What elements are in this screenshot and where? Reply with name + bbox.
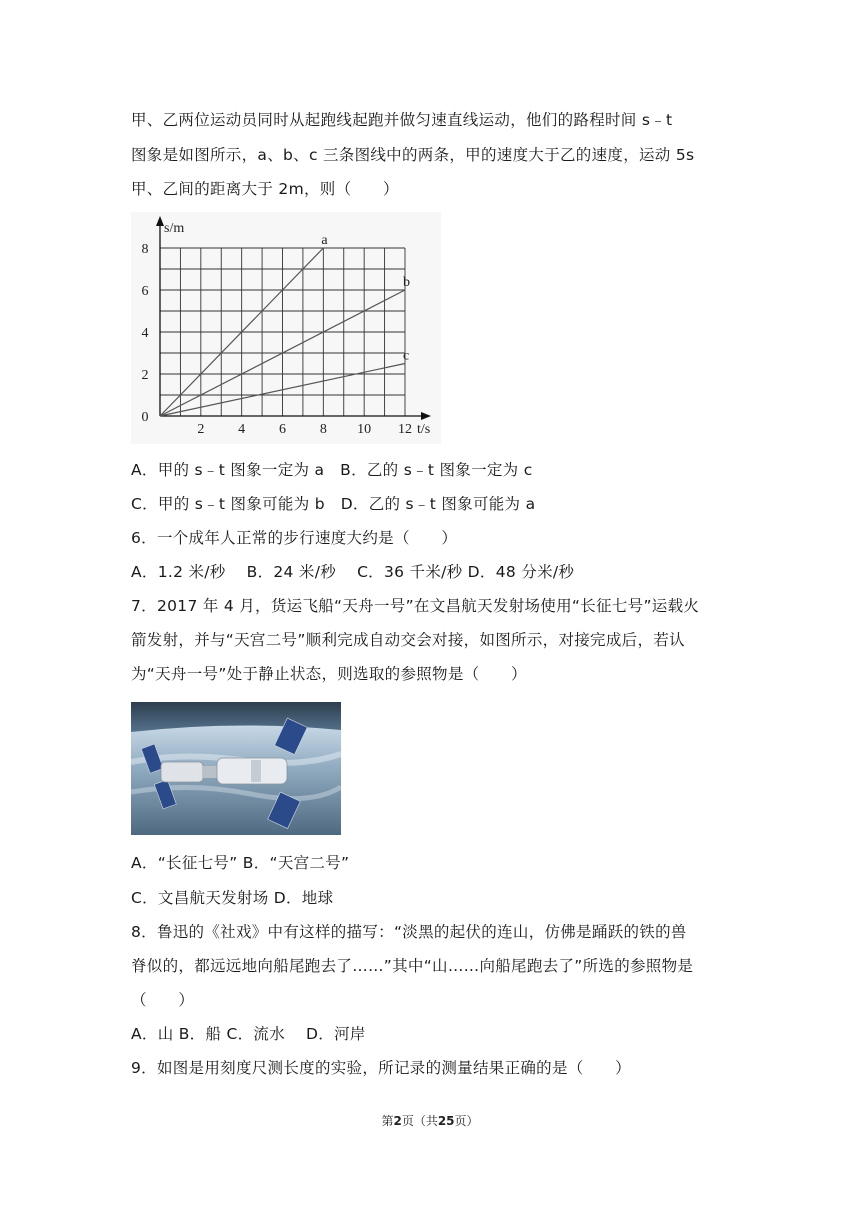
series-label-b: b: [403, 275, 410, 290]
footer-total-pages: 25: [437, 1114, 455, 1128]
q7-stem-line-3: 为“天舟一号”处于静止状态，则选取的参照物是（ ）: [131, 665, 527, 683]
q9-stem: 9．如图是用刻度尺测长度的实验，所记录的测量结果正确的是（ ）: [131, 1059, 631, 1077]
y-tick-label: 2: [141, 368, 149, 383]
q6-stem: 6．一个成年人正常的步行速度大约是（ ）: [131, 529, 458, 547]
q7-stem-line-2: 箭发射，并与“天宫二号”顺利完成自动交会对接，如图所示，对接完成后，若认: [131, 631, 685, 649]
q7-stem-line-1: 7．2017 年 4 月，货运飞船“天舟一号”在文昌航天发射场使用“长征七号”运载火: [131, 597, 700, 615]
q5-stem-line-2: 图象是如图所示，a、b、c 三条图线中的两条，甲的速度大于乙的速度，运动 5s: [131, 146, 695, 164]
footer-prefix: 第: [381, 1114, 394, 1128]
series-label-c: c: [403, 348, 410, 364]
page-footer: [0, 1112, 860, 1129]
q8-options: A．山 B．船 C．流水 D．河岸: [131, 1025, 366, 1043]
y-tick-label: 6: [141, 284, 149, 299]
footer-page-number: 2: [393, 1114, 402, 1128]
q7-option-cd: C．文昌航天发射场 D．地球: [131, 889, 334, 907]
q5-stem-line-1: 甲、乙两位运动员同时从起跑线起跑并做匀速直线运动，他们的路程时间 s﹣t: [131, 111, 673, 129]
footer-suffix: 页）: [454, 1114, 479, 1128]
footer-mid: 页（共: [401, 1114, 438, 1128]
space-station-photo: [131, 702, 341, 835]
q8-stem-line-1: 8．鲁迅的《社戏》中有这样的描写：“淡黑的起伏的连山，仿佛是踊跃的铁的兽: [131, 923, 687, 941]
q5-stem-line-3: 甲、乙间的距离大于 2m，则（ ）: [131, 180, 399, 198]
q8-stem-line-2: 脊似的，都远远地向船尾跑去了……”其中“山……向船尾跑去了”所选的参照物是: [131, 957, 694, 975]
y-tick-label: 4: [141, 326, 149, 341]
st-graph: [131, 212, 441, 444]
x-axis-label: t/s: [417, 422, 431, 437]
y-tick-label: 0: [141, 410, 149, 425]
x-tick-label: 8: [319, 422, 327, 437]
q5-option-cd: C．甲的 s﹣t 图象可能为 b D．乙的 s﹣t 图象可能为 a: [131, 495, 536, 513]
x-tick-label: 4: [238, 422, 246, 437]
q7-option-ab: A．“长征七号” B．“天宫二号”: [131, 854, 350, 872]
q6-options: A．1.2 米/秒 B．24 米/秒 C．36 千米/秒 D．48 分米/秒: [131, 563, 575, 581]
y-tick-label: 8: [141, 242, 149, 257]
x-tick-label: 2: [197, 422, 205, 437]
q8-stem-line-3: （ ）: [131, 991, 195, 1009]
q5-option-ab: A．甲的 s﹣t 图象一定为 a B．乙的 s﹣t 图象一定为 c: [131, 461, 533, 479]
chart-background: [131, 212, 441, 444]
x-tick-label: 6: [279, 422, 286, 437]
y-axis-label: s/m: [164, 221, 185, 236]
x-tick-label: 10: [357, 422, 372, 437]
x-tick-label: 12: [398, 422, 412, 437]
series-label-a: a: [321, 233, 328, 248]
